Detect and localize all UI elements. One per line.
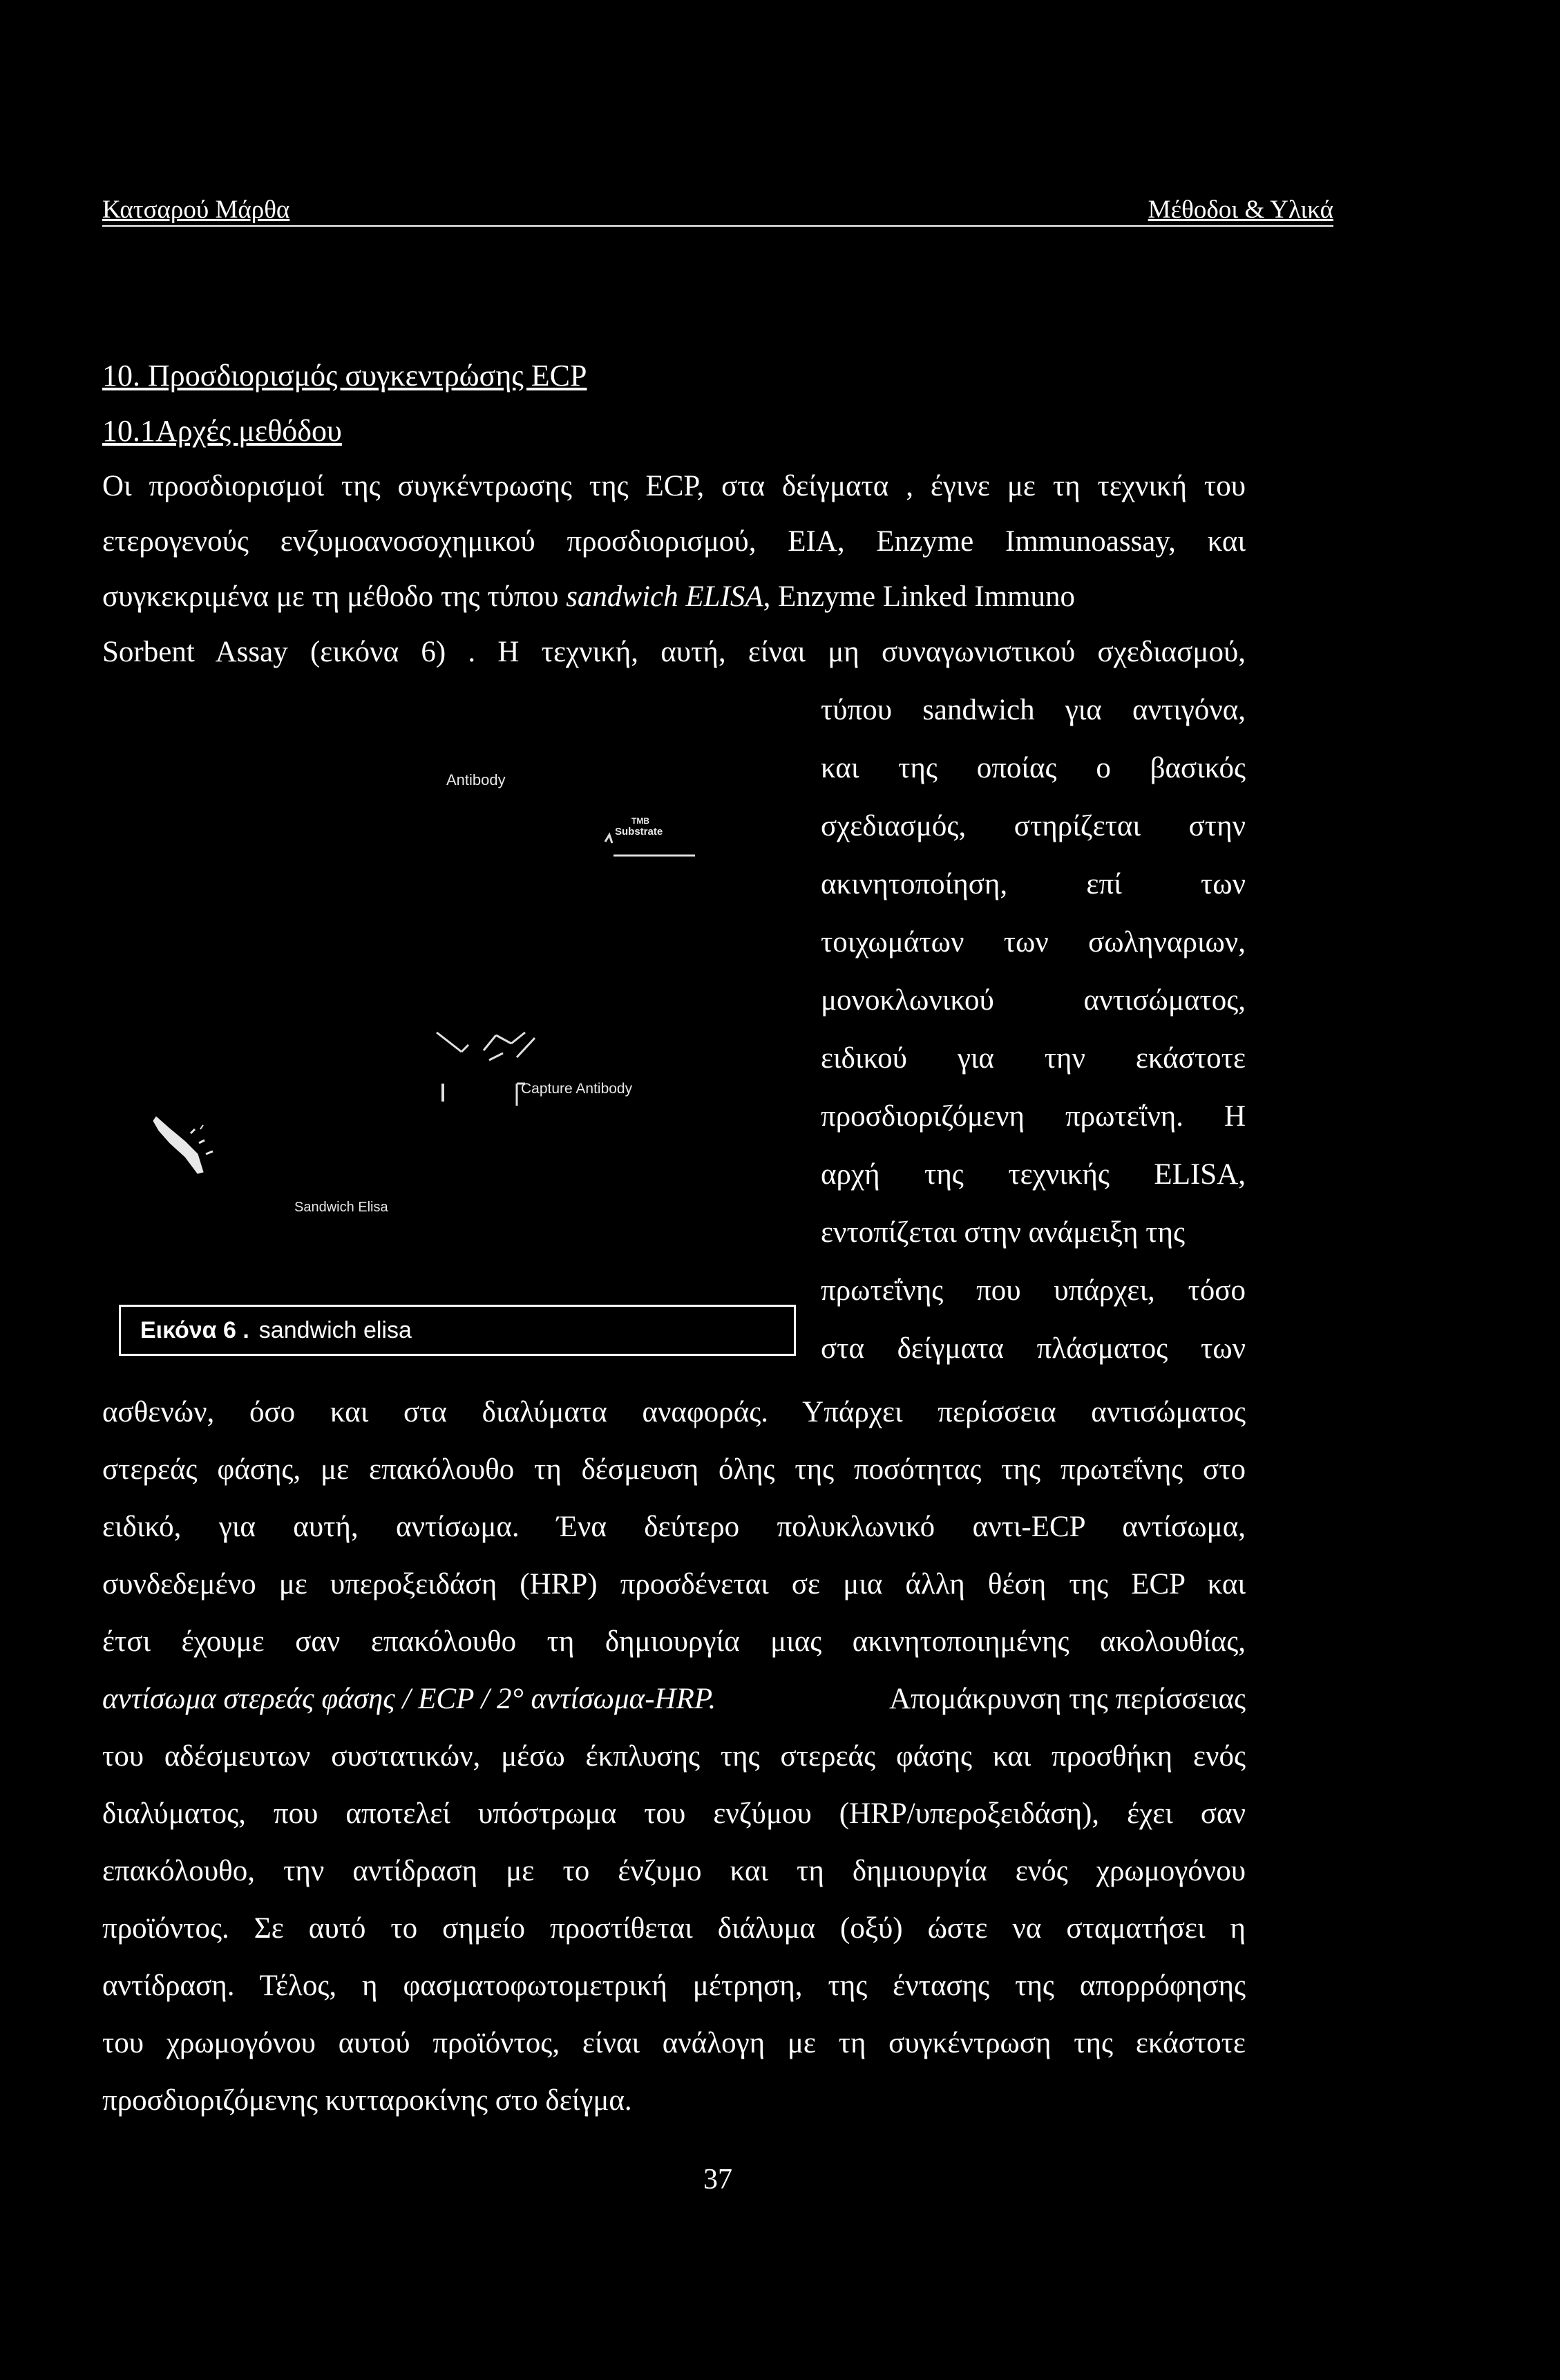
label-substrate: Substrate bbox=[615, 826, 663, 838]
body-line: του χρωμογόνου αυτού προϊόντος, είναι ανάλογη με τη συγκέντρωση της εκάστοτε bbox=[102, 2027, 1246, 2059]
section-heading: 10. Προσδιορισμός συγκεντρώσης ECP bbox=[102, 359, 587, 393]
sandwich-elisa-figure bbox=[102, 726, 807, 1348]
body-line: ειδικού για την εκάστοτε bbox=[821, 1042, 1246, 1075]
body-line: στα δείγματα πλάσματος των bbox=[821, 1332, 1246, 1365]
body-line: ακινητοποίηση, επί των bbox=[821, 868, 1246, 900]
body-line: έτσι έχουμε σαν επακόλουθο τη δημιουργία μιας ακινητοποιημένης ακολουθίας, bbox=[102, 1625, 1246, 1658]
body-line bbox=[102, 1681, 1246, 1717]
body-line: Οι προσδιορισμοί της συγκέντρωσης της ECP, στα δείγματα , έγινε με τη τεχνική του bbox=[102, 470, 1246, 502]
body-line: διαλύματος, που αποτελεί υπόστρωμα του ενζύμου (HRP/υπεροξειδάση), έχει σαν bbox=[102, 1797, 1246, 1830]
body-line: προσδιοριζόμενη πρωτεΐνη. Η bbox=[821, 1100, 1246, 1133]
sandwich-elisa-illustration bbox=[102, 726, 807, 1348]
body-line: Sorbent Assay (εικόνα 6) . Η τεχνική, αυτή, είναι μη συναγωνιστικού σχεδιασμού, bbox=[102, 636, 1246, 668]
body-italic: sandwich ELISA bbox=[566, 580, 763, 613]
body-line: και της οποίας ο βασικός bbox=[821, 752, 1246, 784]
label-sandwich-elisa: Sandwich Elisa bbox=[294, 1200, 388, 1215]
body-line: πρωτεΐνης που υπάρχει, τόσο bbox=[821, 1274, 1246, 1307]
page-number: 37 bbox=[703, 2164, 732, 2195]
body-line: εντοπίζεται στην ανάμειξη της bbox=[821, 1216, 1186, 1249]
body-line: στερεάς φάσης, με επακόλουθο τη δέσμευση όλης της ποσότητας της πρωτεΐνης στο bbox=[102, 1453, 1246, 1486]
body-text: , Enzyme Linked Immuno bbox=[763, 580, 1076, 613]
body-line: του αδέσμευτων συστατικών, μέσω έκπλυσης της στερεάς φάσης και προσθήκη ενός bbox=[102, 1740, 1246, 1773]
running-header bbox=[102, 198, 1333, 227]
body-line: αρχή της τεχνικής ELISA, bbox=[821, 1158, 1246, 1191]
figure-caption bbox=[119, 1305, 796, 1356]
caption-number: Εικόνα 6 . bbox=[140, 1317, 249, 1343]
body-line: αντίδραση. Τέλος, η φασματοφωτομετρική μέτρηση, της έντασης της απορρόφησης bbox=[102, 1970, 1246, 2002]
body-line: ετερογενούς ενζυμοανοσοχημικού προσδιορισμού, EIA, Enzyme Immunoassay, και bbox=[102, 525, 1246, 558]
header-author: Κατσαρού Μάρθα bbox=[102, 196, 290, 224]
subsection-heading: 10.1Αρχές μεθόδου bbox=[102, 414, 342, 448]
body-text: Απομάκρυνση της περίσσειας bbox=[889, 1683, 1246, 1715]
body-line: συνδεδεμένο με υπεροξειδάση (HRP) προσδένεται σε μια άλλη θέση της ECP και bbox=[102, 1568, 1246, 1600]
body-italic: αντίσωμα στερεάς φάσης / ECP / 2° αντίσωμα-HRP. bbox=[102, 1683, 716, 1715]
caption-text: sandwich elisa bbox=[258, 1317, 412, 1343]
enzyme-mark bbox=[605, 835, 612, 843]
body-line: ασθενών, όσο και στα διαλύματα αναφοράς. Υπάρχει περίσσεια αντισώματος bbox=[102, 1396, 1246, 1428]
body-line: τύπου sandwich για αντιγόνα, bbox=[821, 694, 1246, 726]
body-line: προϊόντος. Σε αυτό το σημείο προστίθεται διάλυμα (οξύ) ώστε να σταματήσει η bbox=[102, 1912, 1246, 1945]
body-line bbox=[102, 579, 1246, 615]
label-antibody: Antibody bbox=[446, 771, 506, 788]
body-text: συγκεκριμένα με τη μέθοδο της τύπου bbox=[102, 580, 559, 613]
antibody-shape bbox=[437, 1032, 535, 1060]
label-capture-antibody: Capture Antibody bbox=[521, 1081, 633, 1097]
body-line: ειδικό, για αυτή, αντίσωμα. Ένα δεύτερο πολυκλωνικό αντι-ECP αντίσωμα, bbox=[102, 1511, 1246, 1543]
body-line: επακόλουθο, την αντίδραση με το ένζυμο και τη δημιουργία ενός χρωμογόνου bbox=[102, 1855, 1246, 1887]
header-section: Μέθοδοι & Υλικά bbox=[1148, 196, 1333, 224]
label-tmb: TMB bbox=[631, 816, 649, 826]
body-line: μονοκλωνικού αντισώματος, bbox=[821, 984, 1246, 1017]
body-line: προσδιοριζόμενης κυτταροκίνης στο δείγμα. bbox=[102, 2084, 632, 2117]
body-line: τοιχωμάτων των σωληναριων, bbox=[821, 926, 1246, 958]
body-line: σχεδιασμός, στηρίζεται στην bbox=[821, 810, 1246, 842]
tube-icon bbox=[153, 1117, 213, 1173]
